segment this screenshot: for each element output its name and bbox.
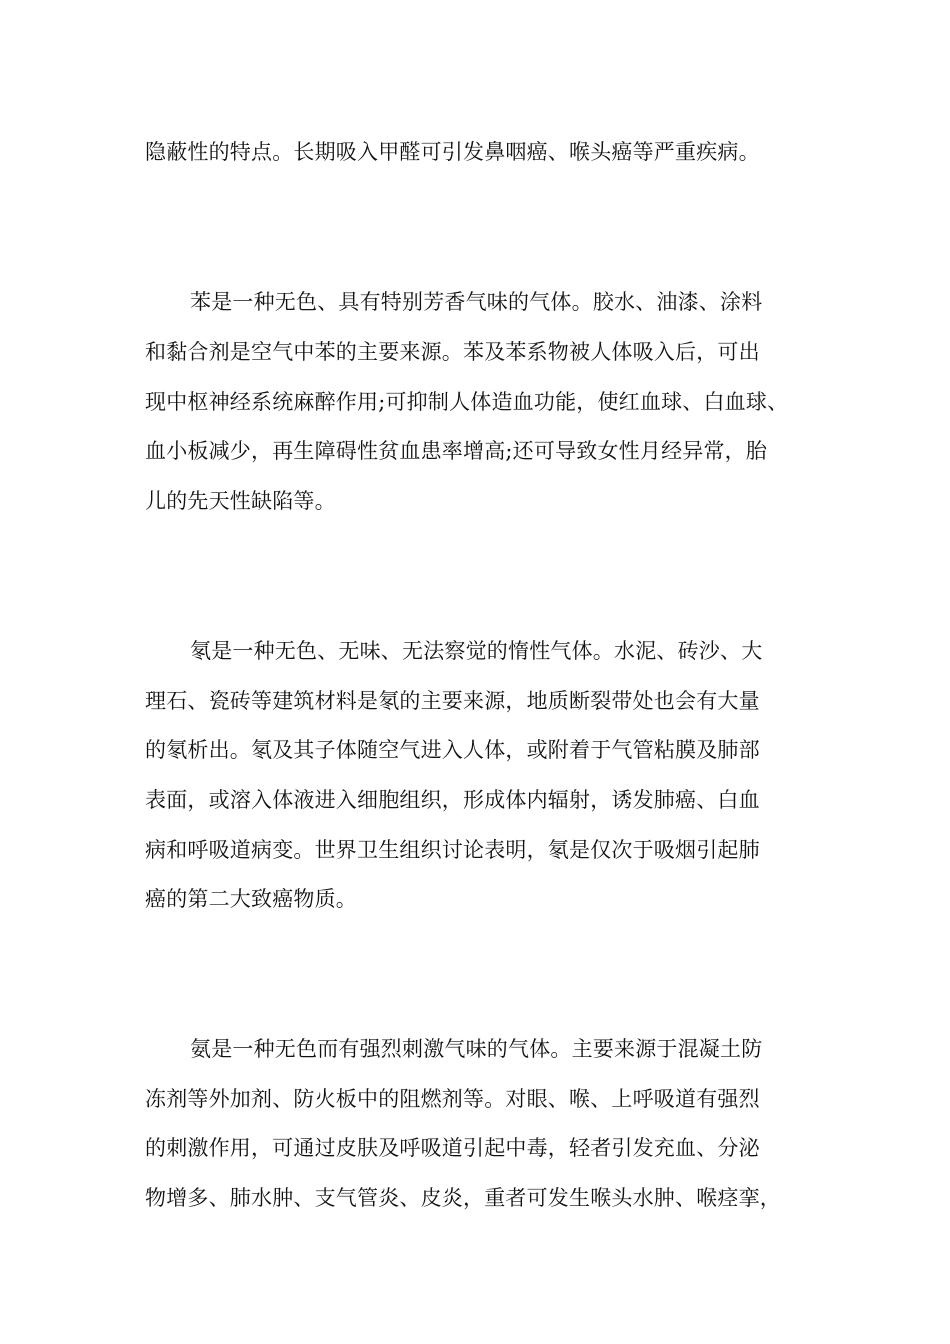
text-line: 氨是一种无色而有强烈刺激气味的气体。主要来源于混凝土防 <box>190 1037 763 1061</box>
text-line: 现中枢神经系统麻醉作用;可抑制人体造血功能，使红血球、白血球、 <box>145 390 789 414</box>
text-line: 血小板减少，再生障碍性贫血患率增高;还可导致女性月经异常，胎 <box>145 439 768 463</box>
text-line: 隐蔽性的特点。长期吸入甲醛可引发鼻咽癌、喉头癌等严重疾病。 <box>145 140 760 164</box>
text-line: 的氡析出。氡及其子体随空气进入人体，或附着于气管粘膜及肺部 <box>145 738 760 762</box>
text-line: 的刺激作用，可通过皮肤及呼吸道引起中毒，轻者引发充血、分泌 <box>145 1136 760 1160</box>
text-line: 理石、瓷砖等建筑材料是氡的主要来源，地质断裂带处也会有大量 <box>145 689 760 713</box>
text-line: 物增多、肺水肿、支气管炎、皮炎，重者可发生喉头水肿、喉痉挛， <box>145 1186 781 1210</box>
text-line: 病和呼吸道病变。世界卫生组织讨论表明，氡是仅次于吸烟引起肺 <box>145 838 760 862</box>
text-line: 儿的先天性缺陷等。 <box>145 489 336 513</box>
text-line: 苯是一种无色、具有特别芳香气味的气体。胶水、油漆、涂料 <box>190 290 763 314</box>
text-line: 氡是一种无色、无味、无法察觉的惰性气体。水泥、砖沙、大 <box>190 639 763 663</box>
text-line: 癌的第二大致癌物质。 <box>145 887 357 911</box>
text-line: 和黏合剂是空气中苯的主要来源。苯及苯系物被人体吸入后，可出 <box>145 340 760 364</box>
text-line: 冻剂等外加剂、防火板中的阻燃剂等。对眼、喉、上呼吸道有强烈 <box>145 1087 760 1111</box>
text-line: 表面，或溶入体液进入细胞组织，形成体内辐射，诱发肺癌、白血 <box>145 788 760 812</box>
